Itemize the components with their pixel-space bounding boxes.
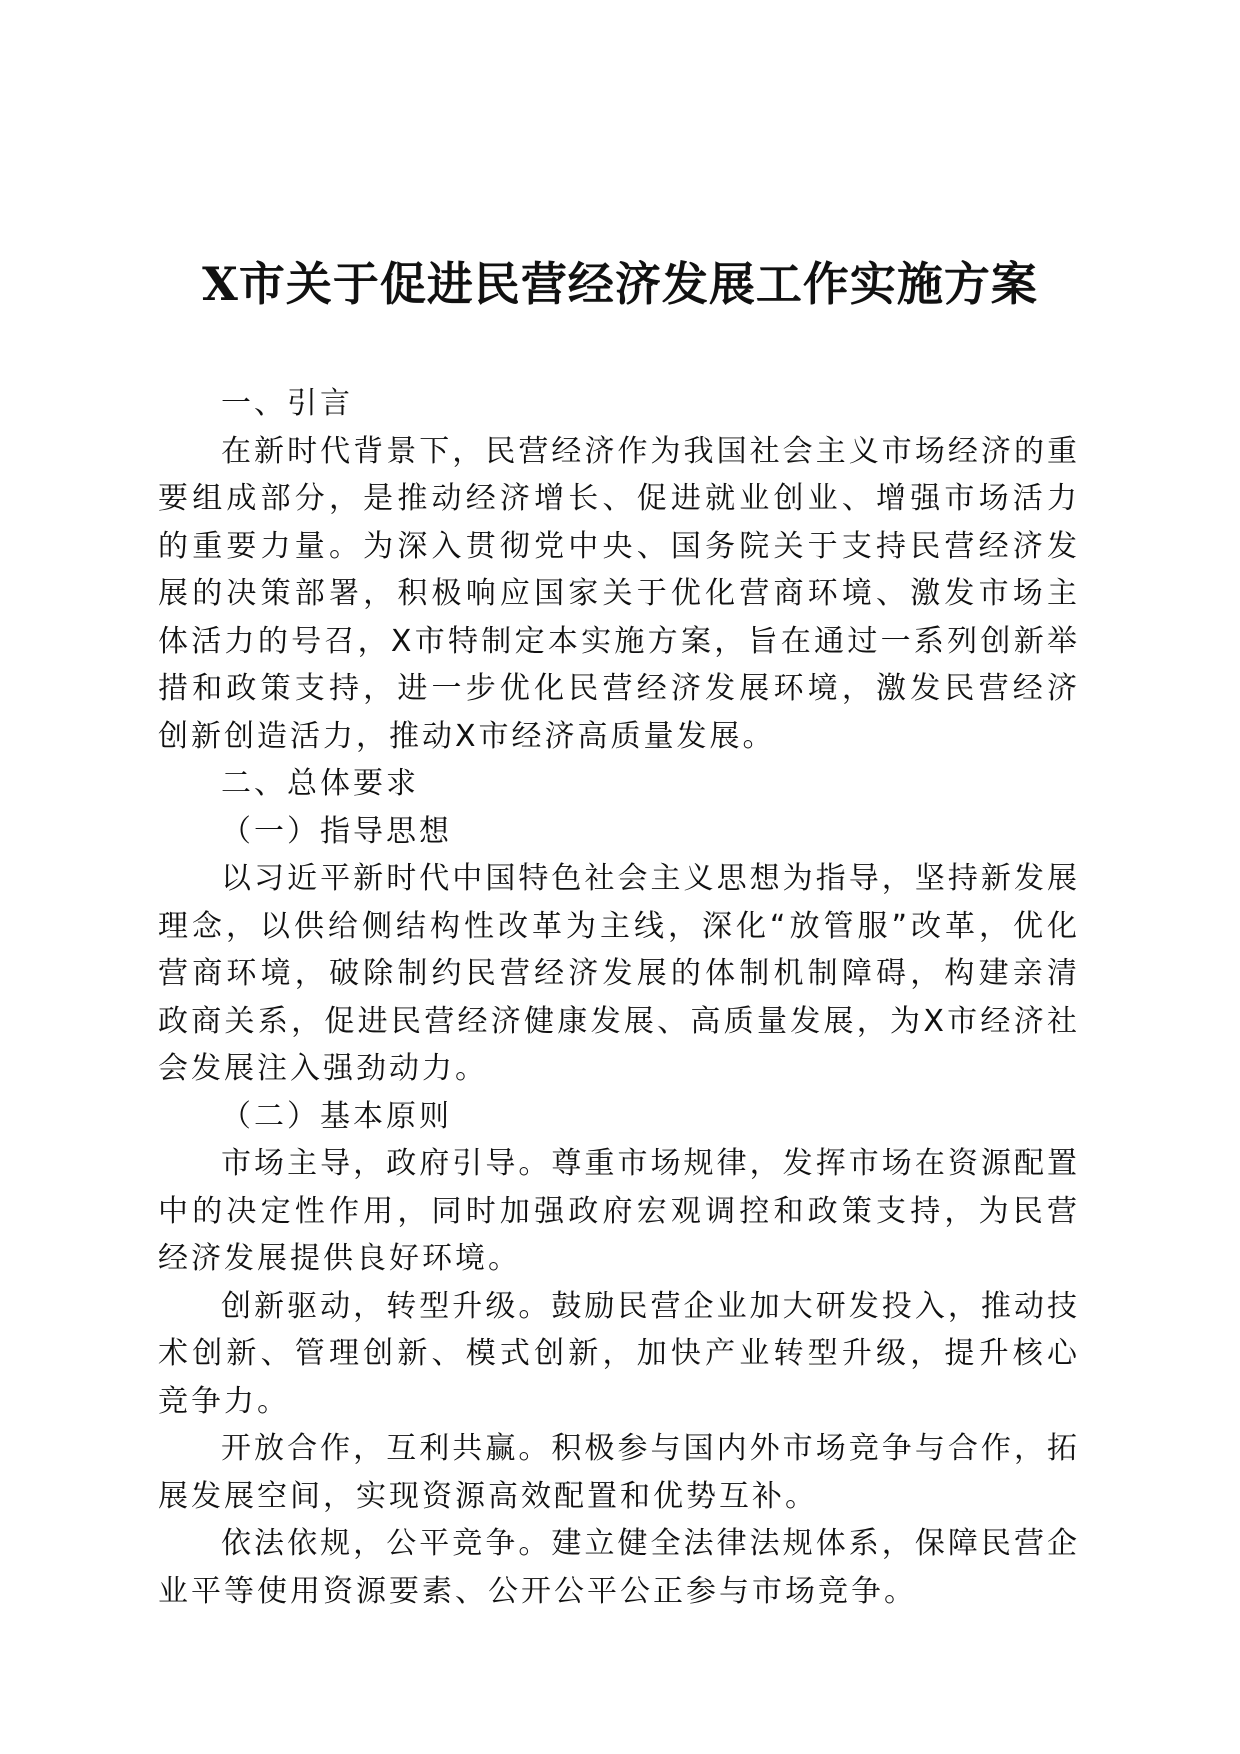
document-body bbox=[158, 380, 1080, 1615]
paragraph-guiding-ideology: 以习近平新时代中国特色社会主义思想为指导，坚持新发展理念，以供给侧结构性改革为主线，深化“放管服”改革，优化营商环境，破除制约民营经济发展的体制机制障碍，构建亲清政商关系，促进民营经济健康发展、高质量发展，为X市经济社会发展注入强劲动力。 bbox=[158, 861, 1080, 1086]
subsection-heading-guiding-ideology: （一）指导思想 bbox=[221, 813, 452, 849]
subsection-heading-basic-principles: （二）基本原则 bbox=[221, 1098, 452, 1134]
paragraph-principle-innovation: 创新驱动，转型升级。鼓励民营企业加大研发投入，推动技术创新、管理创新、模式创新，加快产业转型升级，提升核心竞争力。 bbox=[158, 1288, 1080, 1419]
paragraph-principle-openness: 开放合作，互利共赢。积极参与国内外市场竞争与合作，拓展发展空间，实现资源高效配置和优势互补。 bbox=[158, 1431, 1080, 1514]
section-heading-intro: 一、引言 bbox=[221, 386, 353, 421]
paragraph-principle-market: 市场主导，政府引导。尊重市场规律，发挥市场在资源配置中的决定性作用，同时加强政府宏观调控和政策支持，为民营经济发展提供良好环境。 bbox=[158, 1146, 1080, 1276]
paragraph-intro: 在新时代背景下，民营经济作为我国社会主义市场经济的重要组成部分，是推动经济增长、促进就业创业、增强市场活力的重要力量。为深入贯彻党中央、国务院关于支持民营经济发展的决策部署，积极响应国家关于优化营商环境、激发市场主体活力的号召，X市特制定本实施方案，旨在通过一系列创新举措和政策支持，进一步优化民营经济发展环境，激发民营经济创新创造活力，推动X市经济高质量发展。 bbox=[158, 433, 1080, 754]
paragraph-principle-law: 依法依规，公平竞争。建立健全法律法规体系，保障民营企业平等使用资源要素、公开公平公正参与市场竞争。 bbox=[158, 1526, 1080, 1609]
section-heading-general-requirements: 二、总体要求 bbox=[221, 766, 419, 801]
document-title: X市关于促进民营经济发展工作实施方案 bbox=[202, 257, 1038, 311]
